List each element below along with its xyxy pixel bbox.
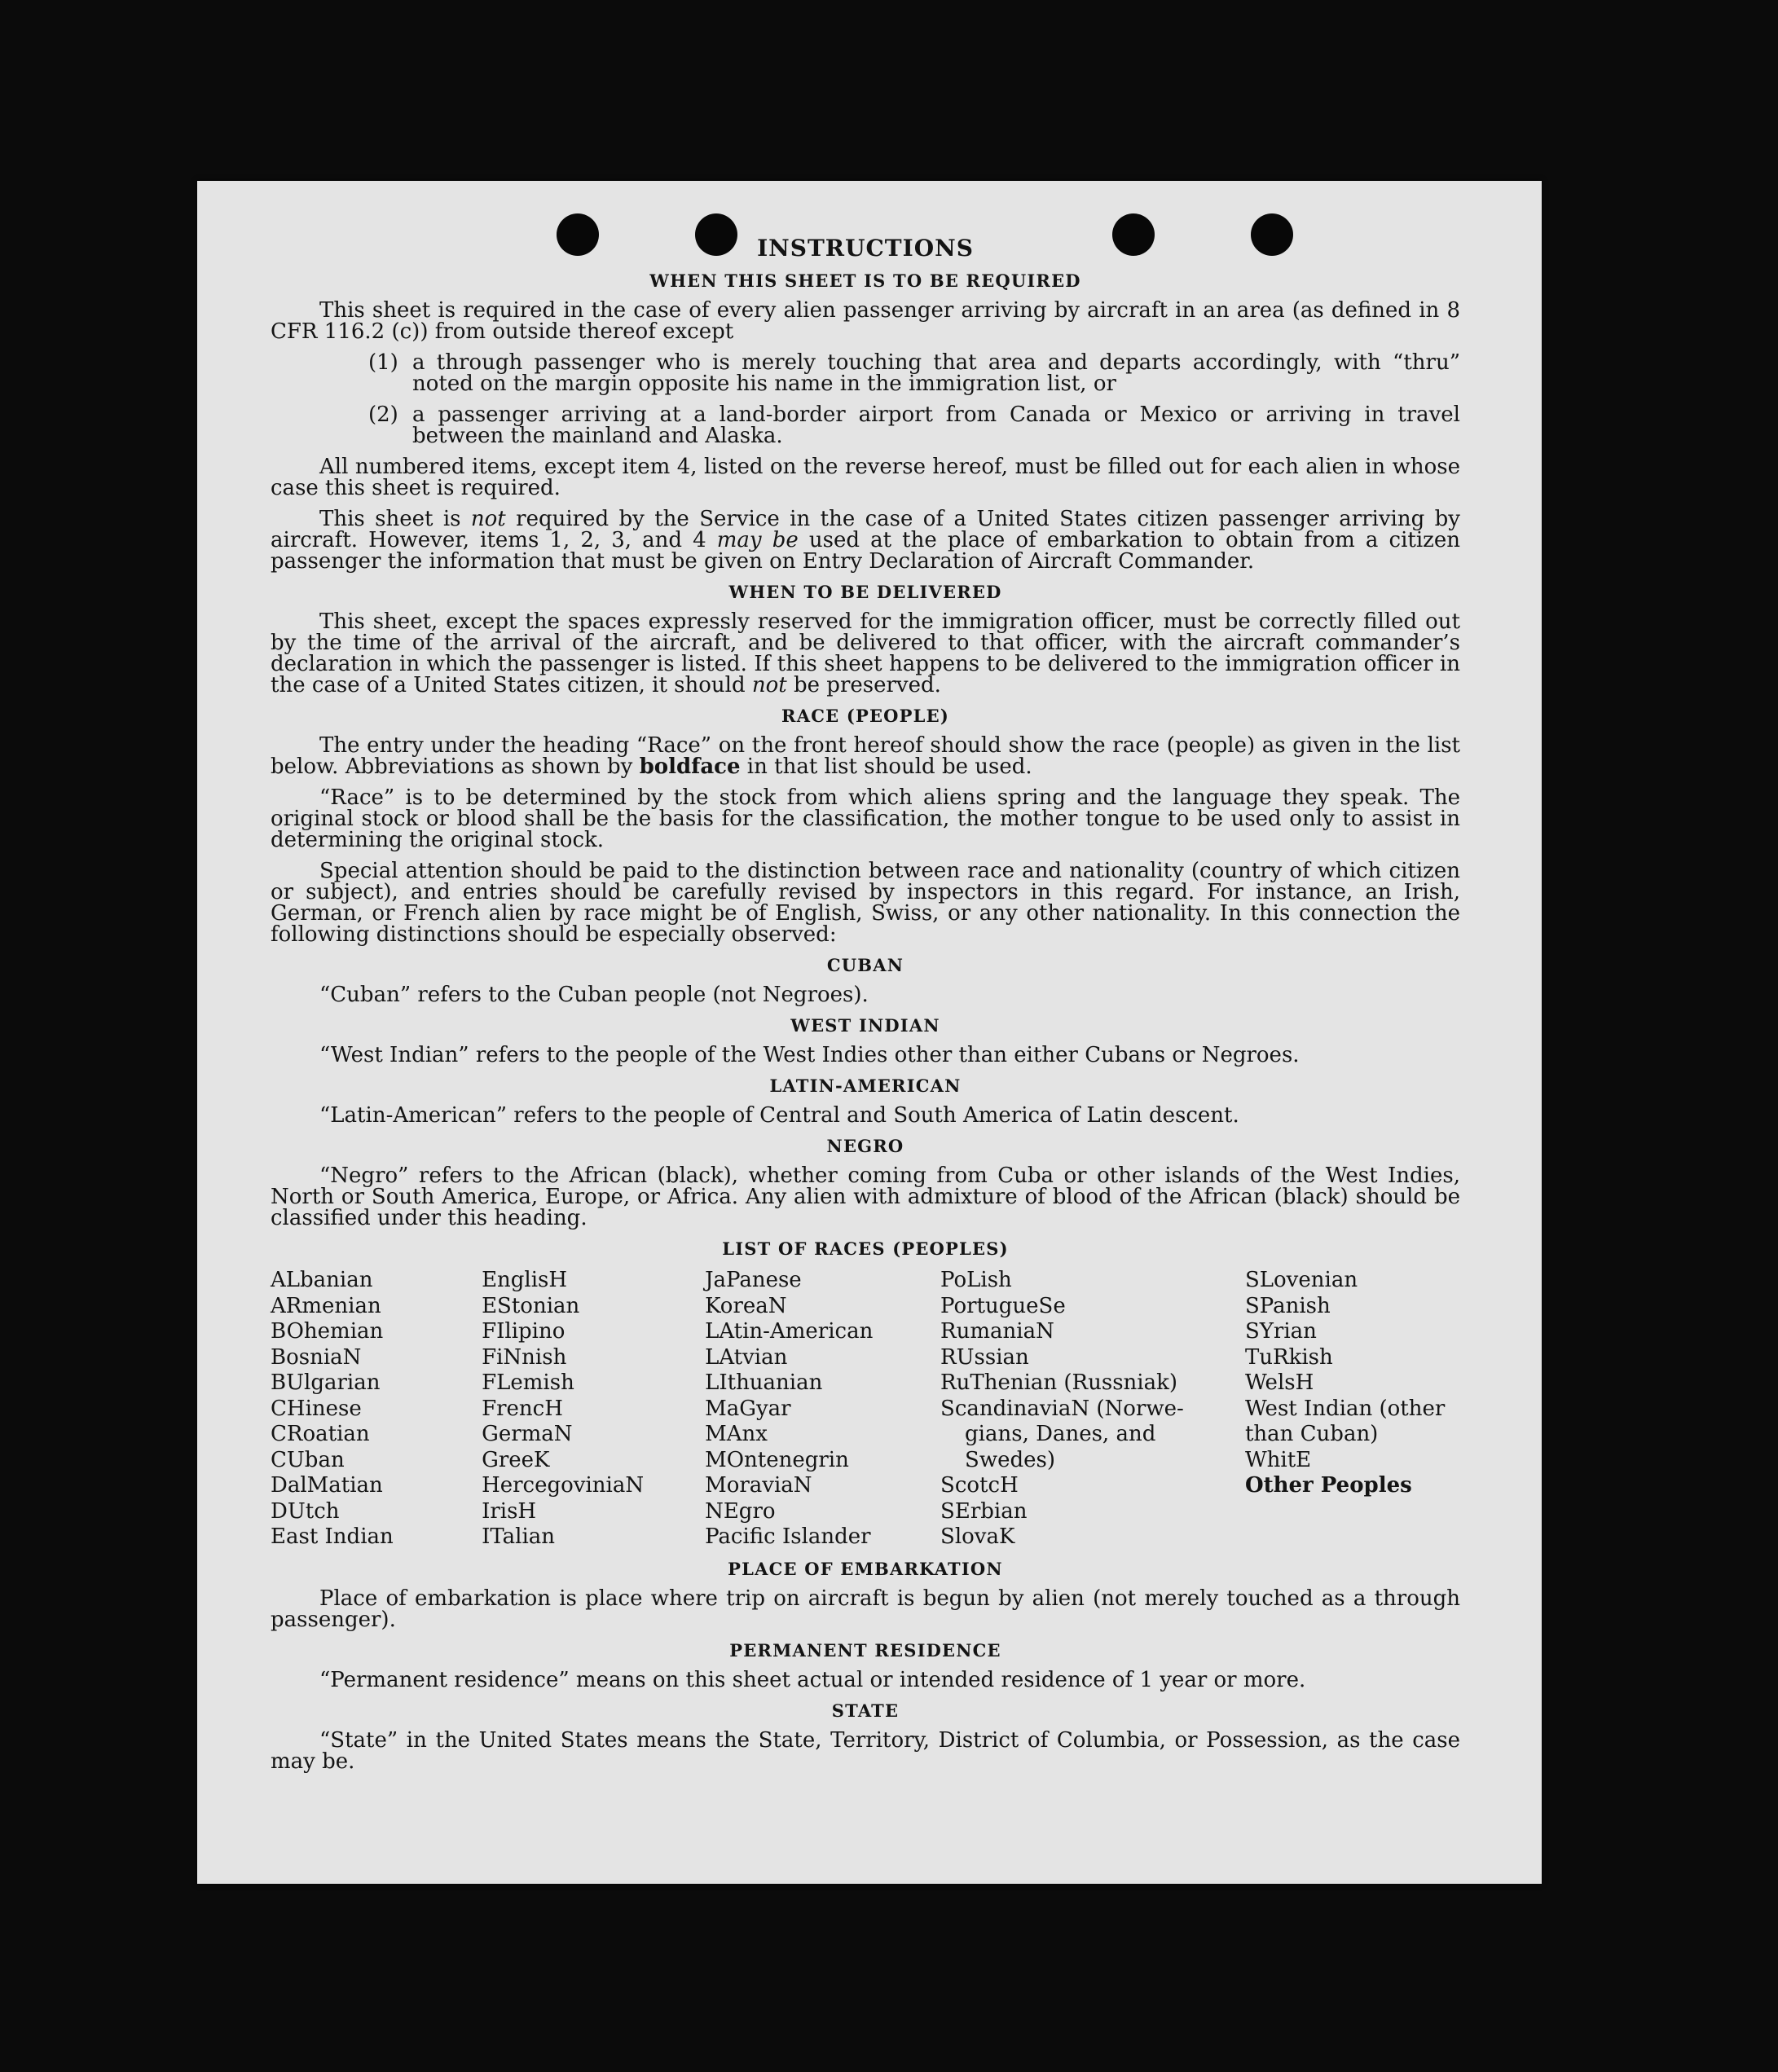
race-entry: West Indian (other [1244,1396,1446,1421]
race-entry: SErbian [940,1498,1028,1524]
section-heading-embarkation: PLACE OF EMBARKATION [728,1558,1003,1579]
paragraph: “Negro” refers to the African (black), whether coming from Cuba or other islands of the West Indies, North or South America, Europe, or Africa. Any alien with admixture of blood of the African (black) should be classified under this heading. [271,1164,1460,1230]
race-entry: LAtvian [705,1344,788,1370]
race-entry: BosniaN [271,1344,362,1370]
race-entry: EnglisH [482,1268,568,1292]
race-entry: RumaniaN [940,1319,1054,1344]
race-entry: EStonian [482,1293,580,1318]
race-entry: FLemish [482,1370,574,1395]
race-entry: GreeK [482,1447,550,1472]
paragraph: “State” in the United States means the State, Territory, District of Columbia, or Possession, as the case may be. [271,1727,1460,1774]
paragraph [271,735,1460,777]
text-run: be preserved. [786,673,941,697]
race-entry: MaGyar [705,1396,791,1421]
italic-text: not [751,673,787,697]
paragraph: Special attention should be paid to the distinction between race and nationality (country of which citizen or subject), and entries should be carefully revised by inspectors in this regard. For instance, an Irish, German, or French alien by race might be of English, Swiss, or any other nationality. In this connection the following distinctions should be especially observed: [271,859,1460,947]
race-entry: ARmenian [271,1293,381,1318]
text-run: in that list should be used. [740,754,1032,779]
race-entry: SYrian [1244,1319,1317,1344]
text-run: This sheet is [319,507,471,531]
item-text: a passenger arriving at a land-border airport from Canada or Mexico or arriving in travel between the mainland and Alaska. [412,403,1460,448]
race-entry-continued: than Cuban) [1244,1422,1379,1446]
paragraph: “Cuban” refers to the Cuban people (not Negroes). [319,983,869,1007]
italic-text: not [470,507,506,531]
race-entry: East Indian [271,1524,394,1549]
paragraph: “Latin-American” refers to the people of Central and South America of Latin descent. [319,1103,1239,1128]
race-entry: NEgro [705,1498,776,1524]
race-entry: DalMatian [271,1473,383,1498]
race-entry: MOntenegrin [705,1447,849,1472]
race-entry: ScotcH [940,1473,1019,1498]
race-entry: FiNnish [482,1344,567,1370]
race-entry: SPanish [1244,1293,1331,1318]
section-heading-required: WHEN THIS SHEET IS TO BE REQUIRED [649,271,1081,291]
race-entry: LAtin-American [705,1319,874,1344]
page-title: INSTRUCTIONS [757,235,974,262]
sheet-content [271,235,1461,1782]
race-entry: SLovenian [1244,1268,1358,1292]
race-entry: ITalian [482,1524,556,1549]
race-entry: Pacific Islander [705,1524,871,1549]
race-column [482,1268,705,1551]
race-entry: BUlgarian [271,1370,381,1395]
section-heading-west-indian: WEST INDIAN [790,1015,940,1036]
item-number: (1) [368,350,398,375]
race-column [1245,1268,1460,1551]
race-entry: WelsH [1244,1370,1314,1395]
paragraph: Place of embarkation is place where trip on aircraft is begun by alien (not merely touched as a through passenger). [271,1586,1460,1632]
race-entry: BOhemian [271,1319,384,1344]
list-item [368,352,1460,394]
race-entry: PortugueSe [940,1293,1066,1318]
item-text: a through passenger who is merely touching that area and departs accordingly, with “thru” noted on the margin opposite his name in the immigration list, or [412,350,1460,396]
race-entry: RuThenian (Russniak) [940,1370,1178,1395]
text-run: required by the Service in the case of a United States citizen passenger arriving by aircraft. However, items 1, 2, 3, and 4 [271,507,1460,552]
list-item [368,404,1460,447]
race-entry: JaPanese [705,1268,802,1292]
race-entry: LIthuanian [705,1370,823,1395]
text-run: used at the place of embarkation to obtain from a citizen passenger the information that must be given on Entry Declaration of Aircraft Commander. [271,528,1461,574]
race-entry: PoLish [940,1268,1012,1292]
race-column [940,1268,1245,1551]
race-list [271,1268,1460,1551]
race-column [705,1268,940,1551]
race-entry: KoreaN [705,1293,787,1318]
instruction-sheet [197,181,1542,1884]
race-entry-continued: Swedes) [965,1447,1056,1472]
paragraph [271,508,1460,572]
race-entry: CHinese [271,1396,362,1421]
italic-text: may be [716,528,799,552]
race-entry: ScandinaviaN (Norwe- [940,1396,1184,1421]
race-entry: FrencH [482,1396,563,1421]
section-heading-negro: NEGRO [826,1136,904,1156]
section-heading-race: RACE (PEOPLE) [781,706,949,726]
section-heading-state: STATE [831,1700,900,1721]
text-run: The entry under the heading “Race” on the front hereof should show the race (people) as given in the list below. Abbreviations as shown by [271,733,1460,779]
section-heading-delivered: WHEN TO BE DELIVERED [728,582,1002,602]
race-entry: WhitE [1244,1447,1312,1472]
race-entry: GermaN [482,1422,573,1446]
text-run: This sheet, except the spaces expressly reserved for the immigration officer, must be correctly filled out by the time of the arrival of the aircraft, and be delivered to that officer, with the aircraft commander’s declaration in which the passenger is listed. If this sheet happens to be delivered to the immigration officer in the case of a United States citizen, it should [271,609,1460,697]
race-entry: TuRkish [1244,1344,1333,1370]
race-entry: MoraviaN [705,1473,812,1498]
race-entry: ALbanian [271,1268,373,1292]
race-entry: CUban [271,1447,345,1472]
section-heading-races: LIST OF RACES (PEOPLES) [722,1238,1009,1259]
section-heading-residence: PERMANENT RESIDENCE [729,1639,1001,1661]
paragraph: All numbered items, except item 4, listed on the reverse hereof, must be filled out for each alien in whose case this sheet is required. [271,455,1460,500]
paragraph [271,611,1460,696]
item-number: (2) [368,403,398,427]
race-column [271,1268,482,1551]
race-entry: CRoatian [271,1422,370,1446]
race-entry: DUtch [271,1498,340,1524]
section-heading-cuban: CUBAN [826,955,904,975]
race-entry: SlovaK [940,1524,1015,1549]
race-entry: Other Peoples [1244,1473,1412,1498]
paragraph: “Permanent residence” means on this sheet actual or intended residence of 1 year or more. [319,1667,1306,1692]
race-entry: MAnx [705,1422,768,1446]
bold-text: boldface [639,754,741,779]
race-entry: HercegoviniaN [482,1473,645,1498]
race-entry-continued: gians, Danes, and [965,1422,1156,1446]
race-entry: RUssian [940,1344,1029,1370]
race-entry: IrisH [482,1498,537,1524]
paragraph: This sheet is required in the case of every alien passenger arriving by aircraft in an area (as defined in 8 CFR 116.2 (c)) from outside thereof except [271,298,1460,344]
section-heading-latin-american: LATIN-AMERICAN [769,1076,962,1096]
race-entry: FIlipino [482,1319,566,1344]
paragraph: “Race” is to be determined by the stock from which aliens spring and the language they speak. The original stock or blood shall be the basis for the classification, the mother tongue to be used only to assist in determining the original stock. [271,785,1460,852]
paragraph: “West Indian” refers to the people of the West Indies other than either Cubans or Negroes. [319,1043,1300,1067]
